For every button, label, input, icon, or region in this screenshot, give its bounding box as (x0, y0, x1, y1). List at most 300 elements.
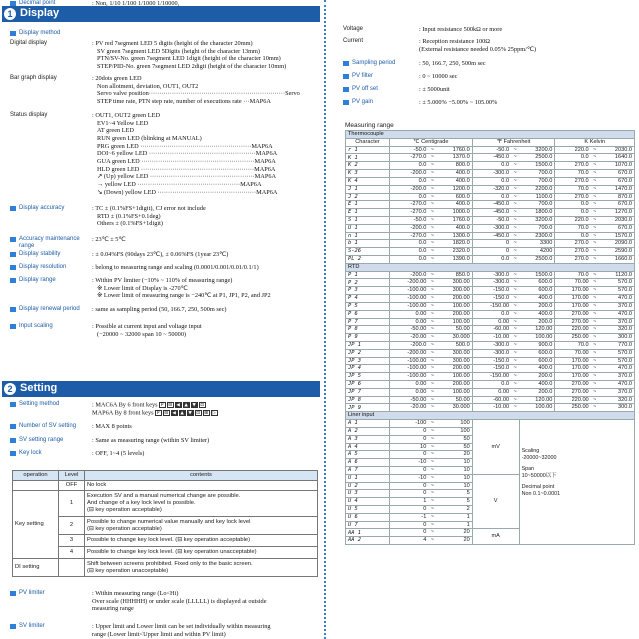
input-code: JP 1 (346, 341, 390, 349)
spec-label (343, 99, 419, 107)
range-separator: ~ (428, 177, 436, 185)
range-low: 170.00 (555, 302, 591, 310)
spec-label-text: PV filter (352, 73, 374, 79)
range-separator: ~ (511, 373, 519, 381)
range-high: 100.00 (436, 388, 472, 396)
spec-label-text: Display method (19, 30, 61, 36)
range-row (346, 318, 635, 326)
table-cell-level: OFF (59, 481, 85, 491)
spec-value (92, 251, 316, 259)
spec-line: : 20dots green LED (92, 75, 142, 82)
range-low: 70.00 (555, 349, 591, 357)
range-separator: ~ (511, 271, 519, 279)
section-title: Setting (20, 382, 58, 395)
range-high: 320.0 (599, 326, 635, 334)
range-separator: ~ (591, 240, 599, 248)
range-row (346, 365, 635, 373)
front-key-icon: ◀ (172, 410, 176, 416)
input-code: K 4 (346, 177, 390, 185)
range-low: -300.0 (472, 341, 511, 349)
spec-line: : ± 5.000% −5.00% ~ 105.00% (419, 99, 498, 106)
spec-row (10, 236, 316, 251)
spec-row (10, 30, 316, 37)
range-low: -100.00 (390, 295, 429, 303)
input-code: U 4 (346, 498, 390, 506)
table-cell-operation (13, 491, 59, 559)
range-low: 0 (390, 466, 429, 474)
range-row (346, 232, 635, 240)
range-high: 370.0 (599, 388, 635, 396)
bullet-icon (10, 237, 16, 242)
range-separator: ~ (511, 310, 519, 318)
range-high: 2300.0 (519, 232, 555, 240)
range-high: 300.00 (436, 287, 472, 295)
range-separator: ~ (428, 521, 436, 529)
contents-line: Possible to change numerical value manually and key lock level (87, 518, 251, 525)
range-separator: ~ (428, 209, 436, 217)
range-row (346, 396, 635, 404)
table-cell-operation (13, 481, 59, 491)
spec-line: : ± 0.04%FS (90days 23℃), ± 0.06%FS (1year 23℃) (92, 251, 229, 258)
range-high: 120.00 (519, 326, 555, 334)
table-row (13, 535, 318, 547)
range-separator: ~ (511, 185, 519, 193)
spec-row (10, 623, 316, 638)
range-high: 700.0 (519, 224, 555, 232)
range-low: -10 (390, 459, 429, 467)
range-low: 0.0 (472, 381, 511, 389)
bullet-icon (10, 252, 16, 257)
range-low: 0.00 (390, 381, 429, 389)
range-low: 0.00 (390, 318, 429, 326)
range-high: 1760.0 (436, 146, 472, 154)
range-separator: ~ (511, 162, 519, 170)
table-cell-level: 4 (59, 547, 85, 559)
spec-label (343, 60, 419, 68)
range-separator: ~ (428, 170, 436, 178)
note-line: Span (521, 466, 535, 473)
range-low: -200.0 (390, 224, 429, 232)
spec-line: : 23℃ ± 5℃ (92, 236, 126, 243)
range-separator: ~ (591, 318, 599, 326)
range-row (346, 349, 635, 357)
bullet-icon (10, 324, 16, 329)
range-high: 1640.0 (599, 154, 635, 162)
front-key-icon: ⊟ (168, 403, 172, 408)
range-separator: ~ (428, 256, 436, 264)
bullet-icon (10, 451, 16, 456)
range-high: 200.00 (436, 381, 472, 389)
range-high: 50 (436, 435, 472, 443)
range-low: -200.0 (390, 170, 429, 178)
range-low: -100.00 (390, 287, 429, 295)
range-separator: ~ (591, 341, 599, 349)
group-header-cell: Thermocouple (346, 131, 635, 139)
spec-label-text: Status display (10, 112, 48, 118)
range-high: 2500.0 (519, 256, 555, 264)
range-row (346, 162, 635, 170)
contents-line: (⊟ key operation acceptable) (87, 507, 162, 514)
range-row (346, 388, 635, 396)
range-separator: ~ (511, 170, 519, 178)
range-low: 250.00 (555, 334, 591, 342)
range-row (346, 216, 635, 224)
range-separator: ~ (591, 216, 599, 224)
range-separator: ~ (428, 334, 436, 342)
range-high: 320.0 (599, 396, 635, 404)
range-high: 300.0 (599, 334, 635, 342)
range-separator: ~ (591, 404, 599, 412)
input-code: U 7 (346, 521, 390, 529)
input-code: AA 2 (346, 537, 390, 545)
input-code: U 1 (346, 474, 390, 482)
group-header-row (346, 131, 635, 139)
range-separator: ~ (428, 154, 436, 162)
input-code: P 7 (346, 318, 390, 326)
range-separator: ~ (428, 232, 436, 240)
range-high: 1820.0 (436, 240, 472, 248)
range-low: 0.0 (555, 209, 591, 217)
input-code: P 8 (346, 326, 390, 334)
spec-label-text: PV gain (352, 99, 374, 105)
input-code: b 1 (346, 240, 390, 248)
unit-cell: mV (472, 420, 519, 475)
range-row (346, 146, 635, 154)
input-code: JP 7 (346, 388, 390, 396)
spec-label-text: Bar graph display (10, 75, 57, 81)
range-row (346, 404, 635, 412)
spec-label-text: Display accuracy (19, 205, 65, 211)
range-high: 370.0 (599, 373, 635, 381)
spec-line: RUN green LED (blinking at MANUAL) (97, 135, 202, 143)
range-low: 70.00 (555, 279, 591, 287)
range-separator: ~ (591, 209, 599, 217)
input-code: U 6 (346, 513, 390, 521)
range-high: 30.000 (436, 334, 472, 342)
spec-row (10, 323, 316, 338)
spec-label (10, 264, 92, 272)
range-separator: ~ (428, 185, 436, 193)
spec-line: ※ Lower limit of measuring range is −240℃ at P1, JP1, P2, and JP2 (97, 292, 271, 300)
range-separator: ~ (511, 396, 519, 404)
range-separator: ~ (428, 357, 436, 365)
range-separator: ~ (428, 388, 436, 396)
input-code: JP 2 (346, 349, 390, 357)
note-line: Scaling (521, 448, 540, 455)
spec-value (92, 423, 316, 431)
table-row (13, 481, 318, 491)
range-separator: ~ (591, 271, 599, 279)
section-header-setting (2, 381, 320, 397)
range-high: 200.00 (436, 365, 472, 373)
input-code: JP 6 (346, 381, 390, 389)
range-separator: ~ (428, 474, 436, 482)
range-separator: ~ (511, 318, 519, 326)
range-low: 270.0 (555, 193, 591, 201)
spec-label-text: Sampling period (352, 60, 396, 66)
range-low: 170.00 (555, 373, 591, 381)
range-separator: ~ (591, 224, 599, 232)
range-separator: ~ (591, 170, 599, 178)
range-separator: ~ (428, 537, 436, 545)
note-line: 10~50000以下 (521, 472, 557, 479)
table-cell-contents (85, 547, 318, 559)
table-cell-level: 3 (59, 535, 85, 547)
range-high: 1 (436, 513, 472, 521)
spec-row (10, 205, 316, 228)
range-high: 2030.0 (599, 146, 635, 154)
input-code: A 7 (346, 466, 390, 474)
range-high: 120.00 (519, 396, 555, 404)
range-separator: ~ (428, 193, 436, 201)
measuring-range-title: Measuring range (345, 122, 394, 129)
range-low: -270.0 (390, 201, 429, 209)
spec-value (419, 26, 635, 34)
range-high: 50.00 (436, 396, 472, 404)
range-low: -50.0 (472, 146, 511, 154)
range-low: -300.0 (472, 170, 511, 178)
range-low: -150.0 (472, 357, 511, 365)
range-separator: ~ (591, 357, 599, 365)
spec-label (10, 75, 92, 106)
spec-label (10, 112, 92, 196)
front-key-icon: ▲ (180, 410, 184, 416)
group-header-row (346, 412, 635, 420)
range-separator: ~ (428, 490, 436, 498)
table-cell-contents (85, 559, 318, 577)
range-low: -10 (390, 474, 429, 482)
range-high: 670.0 (599, 201, 635, 209)
spec-value (92, 590, 316, 613)
spec-label-text: Display range (19, 277, 56, 283)
range-row (346, 279, 635, 287)
range-separator: ~ (511, 302, 519, 310)
spec-line: : Possible at current input and voltage input (92, 323, 202, 330)
range-high: 1800.0 (519, 209, 555, 217)
spec-value (92, 277, 316, 300)
range-high: 2500.0 (519, 154, 555, 162)
input-code: S 1 (346, 216, 390, 224)
range-row (346, 224, 635, 232)
range-separator: ~ (591, 193, 599, 201)
range-low: 270.0 (555, 256, 591, 264)
range-separator: ~ (591, 388, 599, 396)
contents-line: Possible to change key lock level. (⊟ key operation acceptable) (87, 537, 251, 544)
range-low: 0.00 (472, 388, 511, 396)
range-high: 100 (436, 427, 472, 435)
range-low: 0.0 (555, 232, 591, 240)
contents-line: And change of a key lock level is possible. (87, 500, 196, 507)
spec-line: MAP6A By 8 front keys P ⊟ ◀ ▲ ▼ ⊡ ⊞ ▷ (92, 409, 216, 417)
input-code: n 1 (346, 232, 390, 240)
range-separator: ~ (428, 318, 436, 326)
table-cell-contents (85, 535, 318, 547)
range-low: -450.0 (472, 232, 511, 240)
range-high: 2200.0 (519, 185, 555, 193)
bullet-icon (10, 278, 16, 283)
bullet-icon (10, 438, 16, 443)
input-code: A 4 (346, 443, 390, 451)
input-code: r 1 (346, 146, 390, 154)
section-title: Display (20, 7, 60, 20)
range-high: 3200.0 (519, 146, 555, 154)
spec-label (10, 590, 92, 613)
range-high: 670.0 (599, 177, 635, 185)
table-cell-contents (85, 517, 318, 535)
range-low: -320.0 (472, 185, 511, 193)
front-key-icon: P (155, 410, 162, 416)
front-key-icon: ⊡ (200, 403, 204, 408)
range-high: 10 (436, 459, 472, 467)
spec-row (343, 26, 635, 34)
range-separator: ~ (511, 248, 519, 256)
range-separator: ~ (428, 365, 436, 373)
input-code: S-26 (346, 248, 390, 256)
range-low: -200.00 (390, 349, 429, 357)
bullet-icon (10, 1, 16, 6)
input-code: A 6 (346, 459, 390, 467)
range-separator: ~ (428, 240, 436, 248)
input-code: JP 8 (346, 396, 390, 404)
table-cell-level: 2 (59, 517, 85, 535)
spec-line: : 0 ~ 10000 sec (419, 73, 458, 80)
range-high: 1470.0 (599, 185, 635, 193)
spec-label (10, 251, 92, 259)
range-low: 4 (390, 537, 429, 545)
front-key-icon: P (159, 402, 166, 408)
range-high: 1500.0 (519, 271, 555, 279)
range-separator: ~ (511, 216, 519, 224)
range-row (346, 295, 635, 303)
spec-label-text: Display stability (19, 251, 61, 257)
spec-value (92, 30, 316, 37)
range-separator: ~ (591, 256, 599, 264)
range-separator: ~ (591, 396, 599, 404)
range-separator: ~ (428, 381, 436, 389)
spec-line: GUA green LED ······················································MAP6A (97, 158, 276, 166)
range-low: 0 (390, 482, 429, 490)
input-code: PL 2 (346, 256, 390, 264)
front-key-icon: ▼ (188, 410, 192, 416)
range-high: 850.0 (436, 271, 472, 279)
range-low: 270.00 (555, 318, 591, 326)
range-high: 10 (436, 482, 472, 490)
spec-row (10, 450, 316, 458)
input-code: U 2 (346, 482, 390, 490)
spec-label (10, 277, 92, 300)
range-low: 220.00 (555, 326, 591, 334)
range-high: 400.0 (436, 177, 472, 185)
front-key-icon: ▲ (184, 403, 188, 408)
spec-value (419, 99, 635, 107)
range-low: 0 (390, 490, 429, 498)
spec-line: : Input resistance 500kΩ or more (419, 26, 503, 33)
front-keys (158, 401, 206, 409)
range-low: -300.0 (472, 349, 511, 357)
note-line: Decimal point (521, 484, 555, 491)
range-low: -450.0 (472, 209, 511, 217)
range-high: 400.0 (436, 224, 472, 232)
spec-line: : belong to measuring range and scaling (0.0001/0.001/0.01/0.1/1) (92, 264, 259, 271)
range-low: 170.00 (555, 365, 591, 373)
range-high: 300.00 (436, 357, 472, 365)
range-separator: ~ (428, 201, 436, 209)
range-separator: ~ (428, 506, 436, 514)
range-separator: ~ (511, 388, 519, 396)
spec-line: ↗ (Up) yellow LED ··················································MAP6A (97, 173, 277, 181)
bullet-icon (343, 87, 349, 92)
range-low: 70.0 (555, 341, 591, 349)
range-separator: ~ (591, 248, 599, 256)
spec-line: : Reception resistance 100Ω (419, 38, 490, 45)
spec-line: : ± 5000unit (419, 86, 450, 93)
range-low: -300.0 (472, 224, 511, 232)
spec-line: STEP/PID-No. green 7segment LED 2digit (height of the character 10mm) (97, 63, 287, 71)
range-separator: ~ (511, 334, 519, 342)
range-low: 170.00 (555, 295, 591, 303)
spec-line: Non allotment, deviation, OUT1, OUT2 (97, 82, 199, 90)
range-high: 1500.0 (519, 162, 555, 170)
spec-line: AT green LED (97, 127, 134, 135)
spec-label-text: Display renewal period (19, 306, 80, 312)
spec-line: : TC ± (0.1%FS+1digit), CJ error not include (92, 205, 206, 212)
range-high: 400.0 (519, 310, 555, 318)
range-row (346, 271, 635, 279)
group-header-cell: RTD (346, 263, 635, 271)
spec-value (92, 0, 316, 8)
range-low: 0 (390, 451, 429, 459)
range-row (346, 201, 635, 209)
range-separator: ~ (428, 279, 436, 287)
input-code: U 1 (346, 224, 390, 232)
input-code: JP 5 (346, 373, 390, 381)
range-separator: ~ (591, 326, 599, 334)
range-low: 0.0 (390, 256, 429, 264)
range-separator: ~ (591, 302, 599, 310)
range-separator: ~ (511, 193, 519, 201)
range-low: -150.0 (472, 295, 511, 303)
range-separator: ~ (511, 256, 519, 264)
range-high: 670.0 (599, 224, 635, 232)
spec-label-text: Setting method (19, 401, 60, 407)
spec-line: : 50, 166.7, 250, 500m sec (419, 60, 486, 67)
spec-value (92, 205, 316, 228)
spec-label-text: SV setting range (19, 437, 64, 443)
note-line: -20000~32000 (521, 454, 557, 461)
range-high: 1300.0 (436, 232, 472, 240)
section-number: 1 (4, 8, 16, 20)
range-separator: ~ (591, 287, 599, 295)
spec-label (10, 423, 92, 431)
range-low: 270.0 (555, 177, 591, 185)
range-high: 50.00 (436, 326, 472, 334)
table-header-cell: operation (13, 471, 59, 481)
spec-line: Servo valve position·································································Servo (97, 90, 300, 98)
range-high: 400.0 (519, 365, 555, 373)
range-high: 2030.0 (599, 216, 635, 224)
spec-line: : Within PV limiter (−10% ~ 110% of measuring range) (92, 277, 233, 284)
range-low: 10 (390, 443, 429, 451)
input-code: P 1 (346, 271, 390, 279)
bullet-icon (343, 61, 349, 66)
range-separator: ~ (428, 341, 436, 349)
range-high: 200.0 (519, 388, 555, 396)
range-row (346, 240, 635, 248)
spec-line: ↘ (Down) yellow LED ···············································MAP6A (97, 188, 278, 196)
bullet-icon (10, 31, 16, 36)
range-separator: ~ (591, 381, 599, 389)
range-high: 400.0 (519, 381, 555, 389)
